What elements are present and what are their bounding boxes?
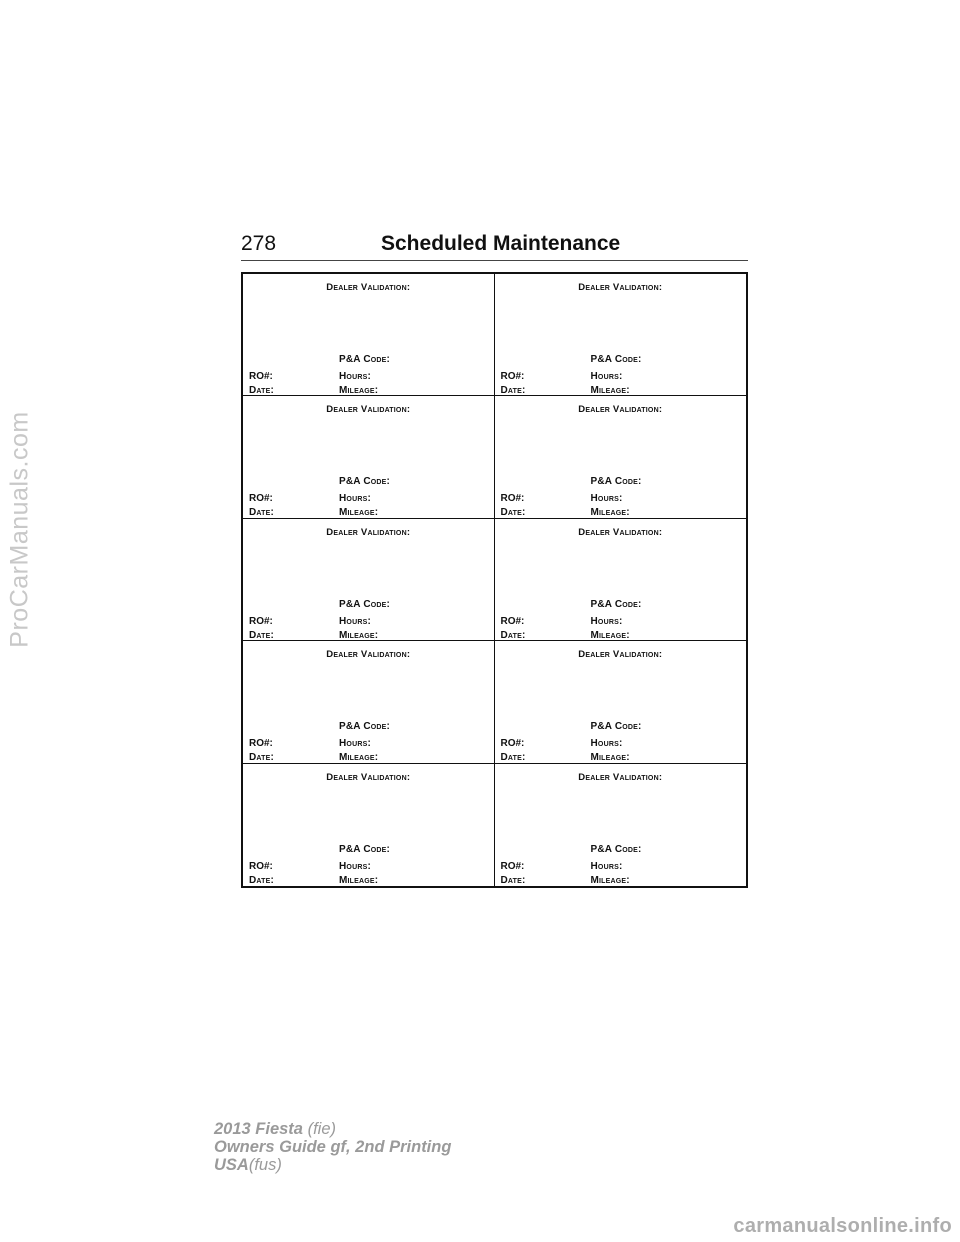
date-label: Date: — [500, 752, 526, 764]
pa-code-label: P&A Code: — [339, 598, 391, 610]
ro-label: RO#: — [249, 738, 273, 750]
pa-code-label: P&A Code: — [590, 843, 642, 855]
ro-label: RO#: — [500, 615, 525, 627]
ro-label: RO#: — [249, 493, 273, 505]
hours-label: Hours: — [339, 371, 371, 382]
validation-cell — [495, 641, 747, 763]
pa-code-label: P&A Code: — [590, 721, 642, 733]
pa-code-label: P&A Code: — [339, 721, 391, 733]
dealer-validation-label: Dealer Validation: — [578, 526, 663, 538]
footer-model-code: (fie) — [307, 1120, 336, 1138]
ro-label: RO#: — [249, 860, 273, 872]
date-label: Date: — [249, 752, 275, 764]
side-watermark: ProCarManuals.com — [5, 411, 34, 648]
mileage-label: Mileage: — [590, 629, 630, 641]
mileage-label: Mileage: — [339, 874, 379, 886]
pa-code-label: P&A Code: — [590, 476, 642, 488]
dealer-validation-label: Dealer Validation: — [578, 282, 663, 293]
footer-line-2 — [214, 1138, 451, 1156]
page-header — [241, 230, 748, 261]
pa-code-label: P&A Code: — [590, 354, 642, 365]
mileage-label: Mileage: — [590, 385, 630, 396]
pa-code-label: P&A Code: — [590, 598, 642, 610]
dealer-validation-label: Dealer Validation: — [326, 771, 411, 783]
mileage-label: Mileage: — [339, 385, 379, 396]
date-label: Date: — [500, 874, 526, 886]
mileage-label: Mileage: — [339, 507, 379, 519]
validation-cell — [495, 396, 747, 518]
dealer-validation-label: Dealer Validation: — [326, 526, 411, 538]
pa-code-label: P&A Code: — [339, 476, 391, 488]
ro-label: RO#: — [249, 615, 273, 627]
hours-label: Hours: — [339, 860, 371, 872]
page-number: 278 — [241, 232, 277, 255]
footer-model: 2013 Fiesta — [214, 1120, 303, 1138]
dealer-validation-label: Dealer Validation: — [578, 649, 663, 661]
ro-label: RO#: — [500, 860, 525, 872]
mileage-label: Mileage: — [590, 752, 630, 764]
dealer-validation-label: Dealer Validation: — [578, 404, 663, 416]
mileage-label: Mileage: — [339, 629, 379, 641]
date-label: Date: — [500, 629, 526, 641]
date-label: Date: — [500, 507, 526, 519]
dealer-validation-grid — [241, 272, 748, 888]
ro-label: RO#: — [249, 371, 273, 382]
hours-label: Hours: — [339, 615, 371, 627]
validation-cell — [243, 274, 495, 396]
ro-label: RO#: — [500, 493, 525, 505]
footer-line-1 — [214, 1120, 451, 1138]
ro-label: RO#: — [500, 371, 525, 382]
ro-label: RO#: — [500, 738, 525, 750]
dealer-validation-label: Dealer Validation: — [326, 282, 411, 293]
validation-cell — [243, 764, 495, 886]
mileage-label: Mileage: — [339, 752, 379, 764]
date-label: Date: — [249, 507, 275, 519]
footer-line-3 — [214, 1156, 451, 1174]
validation-cell — [495, 274, 747, 396]
validation-cell — [243, 396, 495, 518]
hours-label: Hours: — [590, 738, 623, 750]
validation-cell — [495, 764, 747, 886]
hours-label: Hours: — [590, 615, 623, 627]
hours-label: Hours: — [339, 493, 371, 505]
date-label: Date: — [249, 629, 275, 641]
validation-cell — [243, 519, 495, 641]
pa-code-label: P&A Code: — [339, 843, 391, 855]
date-label: Date: — [249, 385, 275, 396]
footer-guide: Owners Guide gf, 2nd Printing — [214, 1138, 452, 1156]
validation-cell — [243, 641, 495, 763]
section-title: Scheduled Maintenance — [381, 232, 621, 255]
page-footer — [214, 1120, 451, 1174]
mileage-label: Mileage: — [590, 874, 630, 886]
date-label: Date: — [249, 874, 275, 886]
bottom-watermark: carmanualsonline.info — [733, 1215, 952, 1237]
validation-cell — [495, 519, 747, 641]
hours-label: Hours: — [590, 860, 623, 872]
dealer-validation-label: Dealer Validation: — [326, 649, 411, 661]
mileage-label: Mileage: — [590, 507, 630, 519]
pa-code-label: P&A Code: — [339, 354, 391, 365]
date-label: Date: — [500, 385, 526, 396]
hours-label: Hours: — [339, 738, 371, 750]
dealer-validation-label: Dealer Validation: — [578, 771, 663, 783]
footer-market-code: (fus) — [248, 1156, 282, 1174]
hours-label: Hours: — [590, 493, 623, 505]
dealer-validation-label: Dealer Validation: — [326, 404, 411, 416]
footer-market: USA — [214, 1156, 249, 1174]
hours-label: Hours: — [590, 371, 623, 382]
